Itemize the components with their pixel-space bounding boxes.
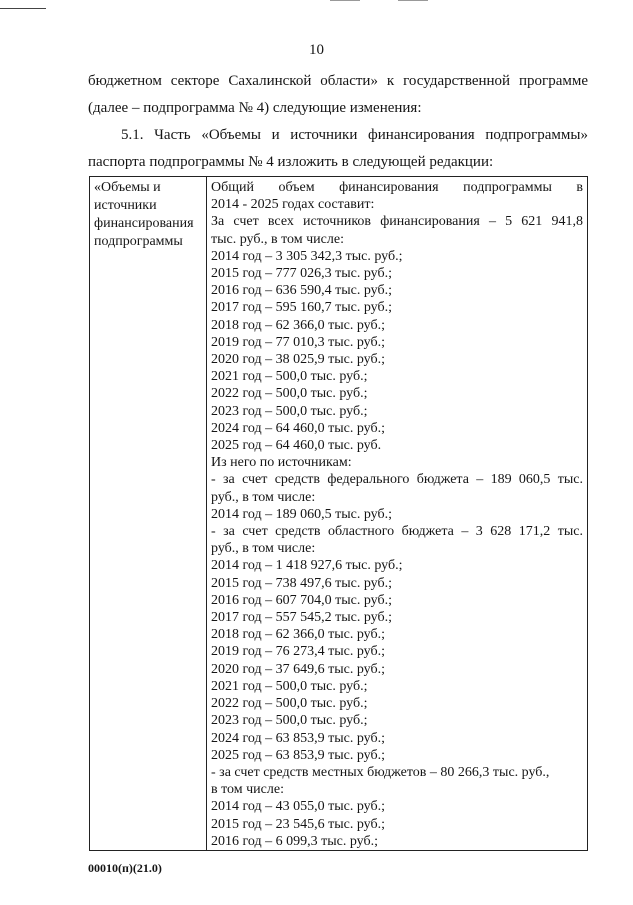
row-label-cell (90, 177, 207, 851)
content-line: 2017 год – 595 160,7 тыс. руб.; (211, 300, 392, 316)
content-line: 2020 год – 37 649,6 тыс. руб.; (211, 661, 385, 677)
content-line: 2025 год – 63 853,9 тыс. руб.; (211, 747, 385, 763)
content-line: - за счет средств местных бюджетов – 80 266,3 тыс. руб., (211, 764, 550, 780)
content-line: Из него по источникам: (211, 455, 352, 471)
content-line: 2016 год – 6 099,3 тыс. руб.; (211, 833, 378, 849)
content-line: 2015 год – 777 026,3 тыс. руб.; (211, 266, 392, 282)
scan-artifact-line (0, 8, 46, 9)
content-line: 2015 год – 23 545,6 тыс. руб.; (211, 816, 385, 832)
intro-line: бюджетном секторе Сахалинской области» к государственной программе (88, 73, 588, 89)
content-line: тыс. руб., в том числе: (211, 231, 344, 247)
content-line: - за счет средств федерального бюджета – 189 060,5 тыс. (211, 472, 583, 488)
content-line: 2022 год – 500,0 тыс. руб.; (211, 696, 368, 712)
intro-paragraph (88, 68, 588, 122)
content-line: руб., в том числе: (211, 541, 316, 557)
content-line: 2019 год – 76 273,4 тыс. руб.; (211, 644, 385, 660)
content-line: 2014 год – 189 060,5 тыс. руб.; (211, 506, 392, 522)
content-line: 2024 год – 63 853,9 тыс. руб.; (211, 730, 385, 746)
content-line: в том числе: (211, 782, 284, 798)
content-line: 2020 год – 38 025,9 тыс. руб.; (211, 352, 385, 368)
table-row (90, 177, 588, 851)
label-line: финансирования (94, 216, 194, 231)
content-line: 2014 год – 43 055,0 тыс. руб.; (211, 799, 385, 815)
content-line: 2014 год – 1 418 927,6 тыс. руб.; (211, 558, 403, 574)
content-line: Общий объем финансирования подпрограммы в (211, 180, 583, 195)
content-line: 2019 год – 77 010,3 тыс. руб.; (211, 334, 385, 350)
content-line: 2024 год – 64 460,0 тыс. руб.; (211, 420, 385, 436)
content-line: 2022 год – 500,0 тыс. руб.; (211, 386, 368, 402)
section-heading-line: 5.1. Часть «Объемы и источники финансирования подпрограммы» (121, 127, 588, 143)
content-line: 2017 год – 557 545,2 тыс. руб.; (211, 610, 392, 626)
content-line: 2014 - 2025 годах составит: (211, 197, 375, 213)
scan-artifact-line (330, 0, 360, 1)
page-number: 10 (309, 42, 324, 58)
intro-line: (далее – подпрограмма № 4) следующие изменения: (88, 100, 422, 116)
content-line: 2018 год – 62 366,0 тыс. руб.; (211, 317, 385, 333)
content-line: За счет всех источников финансирования – 5 621 941,8 (211, 214, 583, 230)
content-line: 2015 год – 738 497,6 тыс. руб.; (211, 575, 392, 591)
content-line: 2014 год – 3 305 342,3 тыс. руб.; (211, 248, 403, 264)
content-line: 2018 год – 62 366,0 тыс. руб.; (211, 627, 385, 643)
content-line: 2016 год – 607 704,0 тыс. руб.; (211, 592, 392, 608)
content-line: руб., в том числе: (211, 489, 316, 505)
content-line: 2025 год – 64 460,0 тыс. руб. (211, 438, 382, 454)
label-line: подпрограммы (94, 234, 183, 249)
content-line: 2016 год – 636 590,4 тыс. руб.; (211, 283, 392, 299)
section-paragraph (88, 122, 588, 176)
row-content-cell (207, 177, 588, 851)
content-line: 2023 год – 500,0 тыс. руб.; (211, 403, 368, 419)
section-line: паспорта подпрограммы № 4 изложить в следующей редакции: (88, 154, 494, 170)
passport-table (89, 176, 588, 851)
label-line: источники (94, 198, 157, 213)
content-line: - за счет средств областного бюджета – 3 628 171,2 тыс. (211, 524, 583, 540)
document-code: 00010(п)(21.0) (88, 861, 162, 875)
scan-artifact-line (398, 0, 428, 1)
content-line: 2021 год – 500,0 тыс. руб.; (211, 369, 368, 385)
label-line: «Объемы и (94, 180, 161, 195)
content-line: 2021 год – 500,0 тыс. руб.; (211, 678, 368, 694)
content-line: 2023 год – 500,0 тыс. руб.; (211, 713, 368, 729)
